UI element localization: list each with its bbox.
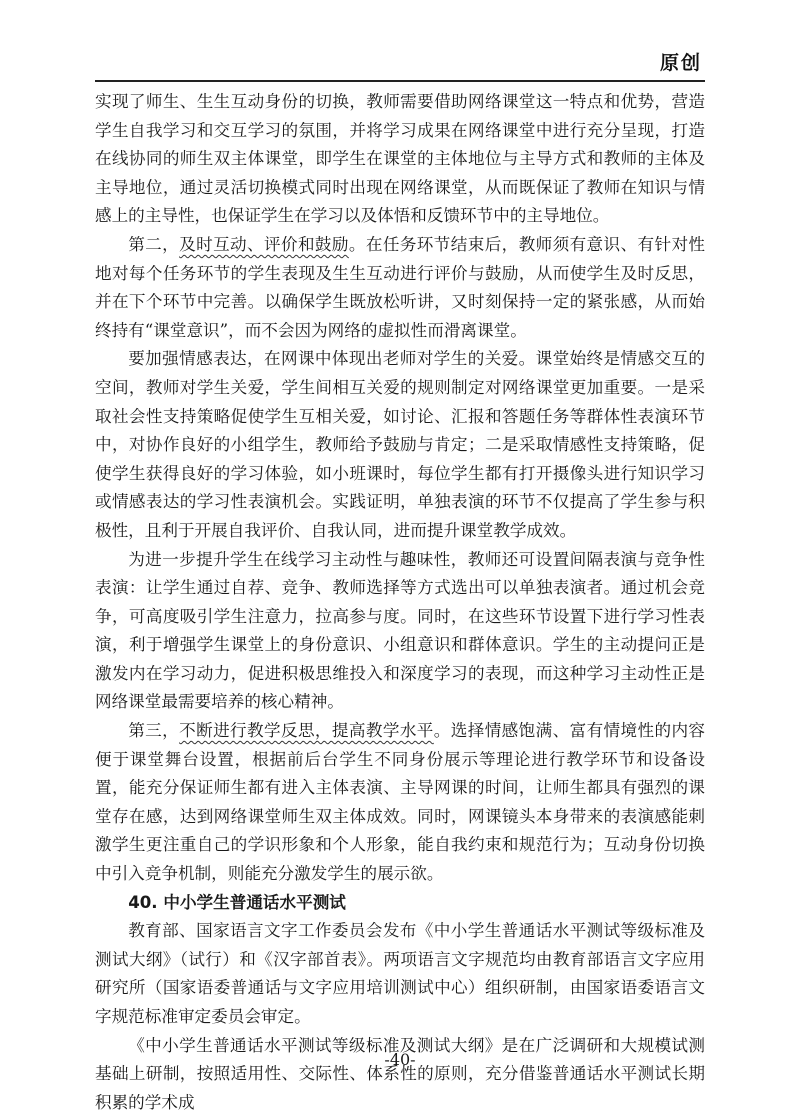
header-tag: 原创 [659,52,702,74]
header-rule [95,80,705,82]
page-number: -40- [384,1050,416,1069]
paragraph-5-lead: 第三， [128,721,180,741]
article-body [95,88,705,1117]
paragraph-5 [95,717,705,889]
paragraph-2-rest: 。在任务环节结束后，教师须有意识、有针对性地对每个任务环节的学生表现及生生互动进行评价与鼓励，从而使学生及时反思，并在下个环节中完善。以确保学生既放松听讲，又时刻保持一定的紧张感，从而始终持有“课堂意识”，而不会因为网络的虚拟性而滑离课堂。 [95,234,706,340]
paragraph-3: 要加强情感表达，在网课中体现出老师对学生的关爱。课堂始终是情感交互的空间，教师对学生关爱，学生间相互关爱的规则制定对网络课堂更加重要。一是采取社会性支持策略促使学生互相关爱，如讨论、汇报和答题任务等群体性表演环节中，对协作良好的小组学生，教师给予鼓励与肯定；二是采取情感性支持策略，促使学生获得良好的学习体验，如小班课时，每位学生都有打开摄像头进行知识学习或情感表达的学习性表演机会。实践证明，单独表演的环节不仅提高了学生参与积极性，且利于开展自我评价、自我认同，进而提升课堂教学成效。 [95,349,705,540]
paragraph-2 [95,231,705,345]
key-point-2: 及时互动、评价和鼓励 [179,234,349,254]
paragraph-4: 为进一步提升学生在线学习主动性与趣味性，教师还可设置间隔表演与竞争性表演：让学生通过自荐、竞争、教师选择等方式选出可以单独表演者。通过机会竞争，可高度吸引学生注意力，拉高参与度。同时，在这些环节设置下进行学习性表演，利于增强学生课堂上的身份意识、小组意识和群体意识。学生的主动提问正是激发内在学习动力，促进积极思维投入和深度学习的表现，而这种学习主动性正是网络课堂最需要培养的核心精神。 [95,549,705,712]
section-title: 40. 中小学生普通话水平测试 [128,892,346,912]
key-point-3: 不断进行教学反思，提高教学水平 [179,721,434,741]
paragraph-1: 实现了师生、生生互动身份的切换，教师需要借助网络课堂这一特点和优势，营造学生自我学习和交互学习的氛围，并将学习成果在网络课堂中进行充分呈现，打造在线协同的师生双主体课堂，即学生在课堂的主体地位与主导方式和教师的主体及主导地位，通过灵活切换模式同时出现在网络课堂，从而既保证了教师在知识与情感上的主导性，也保证学生在学习以及体悟和反馈环节中的主导地位。 [95,92,705,226]
paragraph-6: 教育部、国家语言文字工作委员会发布《中小学生普通话水平测试等级标准及测试大纲》（试行）和《汉字部首表》。两项语言文字规范均由教育部语言文字应用研究所（国家语委普通话与文字应用培训测试中心）组织研制，由国家语委语言文字规范标准审定委员会审定。 [95,921,705,1026]
paragraph-2-lead: 第二， [128,234,180,254]
paragraph-5-rest: 。选择情感饱满、富有情境性的内容便于课堂舞台设置，根据前后台学生不同身份展示等理论进行教学环节和设备设置，能充分保证师生都有进入主体表演、主导网课的时间，让师生都具有强烈的课堂存在感，达到网络课堂师生双主体成效。同时，网课镜头本身带来的表演感能刺激学生更注重自己的学识形象和个人形象，能自我约束和规范行为；互动身份切换中引入竞争机制，则能充分激发学生的展示欲。 [95,721,706,884]
paragraph-7: 《中小学生普通话水平测试等级标准及测试大纲》是在广泛调研和大规模试测基础上研制，按照适用性、交际性、体系性的原则，充分借鉴普通话水平测试长期积累的学术成 [95,1035,705,1112]
